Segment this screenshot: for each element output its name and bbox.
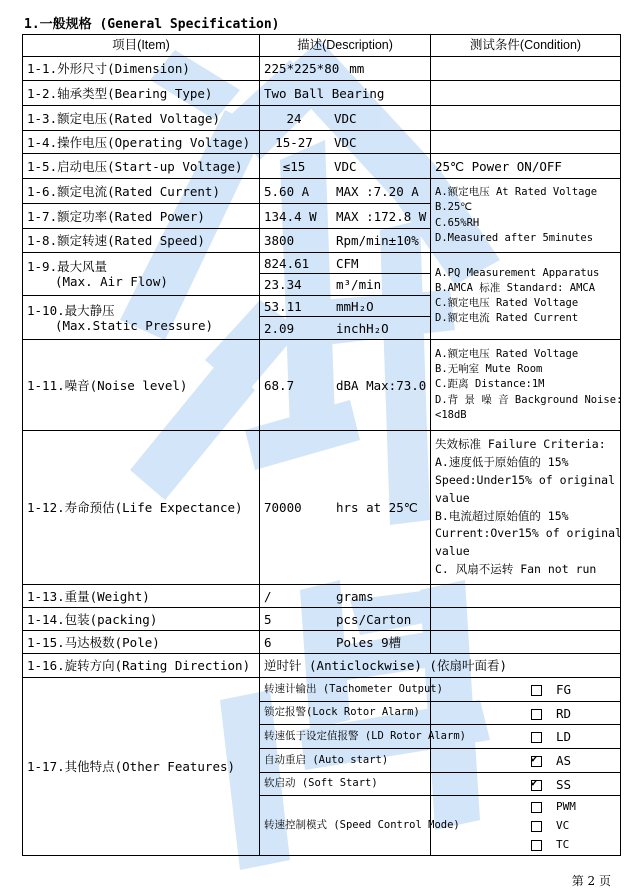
cond-cell: [431, 131, 621, 154]
header-condition: 测试条件(Condition): [431, 35, 621, 57]
desc-cell: 23.34 m³/min: [260, 274, 431, 296]
cond-line: B.无响室 Mute Room: [435, 363, 543, 376]
desc-cell: 15-27 VDC: [260, 131, 431, 154]
desc-cell: 3800 Rpm/min±10%: [260, 229, 431, 253]
cond-line: C.距离 Distance:1M: [435, 378, 545, 391]
desc-cell: 2.09 inchH₂O: [260, 317, 431, 340]
table-row: [23, 253, 621, 274]
checkbox-pwm[interactable]: [531, 802, 542, 813]
feature-label: 锁定报警(Lock Rotor Alarm): [260, 702, 431, 725]
item-cell: 1-6.额定电流(Rated Current): [23, 179, 260, 204]
cond-line: D.背 景 噪 音 Background Noise:: [435, 393, 623, 406]
item-cell: 1-1.外形尺寸(Dimension): [23, 57, 260, 81]
table-row: [23, 340, 621, 431]
cond-cell-rated: [431, 179, 621, 253]
table-row: [23, 608, 621, 631]
cond-cell: [431, 585, 621, 608]
feature-row: [23, 678, 621, 702]
cond-cell: [431, 106, 621, 131]
item-cell: 1-5.启动电压(Start-up Voltage): [23, 154, 260, 179]
table-row: [23, 57, 621, 81]
cond-line: A.额定电压 Rated Voltage: [435, 347, 579, 360]
feature-label: 转速计输出 (Tachometer Output): [260, 678, 431, 702]
item-cell-features: 1-17.其他特点(Other Features): [23, 678, 260, 856]
checkbox-ss[interactable]: [531, 780, 542, 791]
spec-table: [22, 34, 621, 856]
table-row: [23, 131, 621, 154]
feature-option: RD: [431, 702, 621, 725]
table-header-row: [23, 35, 621, 57]
item-cell: 1-12.寿命预估(Life Expectance): [23, 431, 260, 585]
desc-cell: 824.61 CFM: [260, 253, 431, 274]
feature-option: ✔ SS: [431, 773, 621, 796]
item-cell: 1-3.额定电压(Rated Voltage): [23, 106, 260, 131]
desc-cell: 24 VDC: [260, 106, 431, 131]
item-cell: 1-7.额定功率(Rated Power): [23, 204, 260, 229]
cond-line: B.AMCA 标准 Standard: AMCA: [435, 281, 596, 294]
item-cell: 1-14.包装(packing): [23, 608, 260, 631]
checkbox-rd[interactable]: [531, 709, 542, 720]
table-row: [23, 179, 621, 204]
cond-line: C. 风扇不运转 Fan not run: [435, 561, 597, 576]
desc-cell: 225*225*80 mm: [260, 57, 431, 81]
header-item: 项目(Item): [23, 35, 260, 57]
feature-label: 软启动 (Soft Start): [260, 773, 431, 796]
checkbox-tc[interactable]: [531, 840, 542, 851]
cond-cell: 25℃ Power ON/OFF: [431, 154, 621, 179]
cond-cell: [431, 608, 621, 631]
cond-line: A.速度低于原始值的 15%: [435, 455, 569, 470]
page-number: 第 2 页: [571, 874, 611, 888]
desc-cell: 逆时针 (Anticlockwise) (依扇叶面看): [260, 654, 621, 678]
desc-cell: 70000 hrs at 25℃: [260, 431, 431, 585]
cond-line: B.电流超过原始值的 15%: [435, 508, 569, 523]
item-cell: 1-13.重量(Weight): [23, 585, 260, 608]
cond-cell-life: [431, 431, 621, 585]
cond-line: value: [435, 490, 470, 505]
table-row: [23, 106, 621, 131]
desc-cell: 68.7 dBA Max:73.0: [260, 340, 431, 431]
feature-label: 自动重启 (Auto start): [260, 749, 431, 773]
item-cell: 1-8.额定转速(Rated Speed): [23, 229, 260, 253]
item-cell: 1-11.噪音(Noise level): [23, 340, 260, 431]
desc-cell: / grams: [260, 585, 431, 608]
item-cell: 1-2.轴承类型(Bearing Type): [23, 81, 260, 106]
feature-option: FG: [431, 678, 621, 702]
desc-cell: 53.11 mmH₂O: [260, 296, 431, 317]
feature-option: ✔ AS: [431, 749, 621, 773]
cond-line: <18dB: [435, 408, 467, 421]
cond-line: A.PQ Measurement Apparatus: [435, 266, 600, 279]
item-cell: 1-4.操作电压(Operating Voltage): [23, 131, 260, 154]
cond-cell-pq: [431, 253, 621, 340]
cond-cell: [431, 81, 621, 106]
desc-cell: 5.60 A MAX :7.20 A: [260, 179, 431, 204]
table-row: [23, 585, 621, 608]
table-row: [23, 654, 621, 678]
cond-line: B.25℃: [435, 201, 473, 214]
item-cell: 1-10.最大静压 (Max.Static Pressure): [23, 296, 260, 340]
cond-line: 失效标准 Failure Criteria:: [435, 437, 606, 452]
section-title: 1.一般规格 (General Specification): [24, 17, 280, 32]
desc-cell: 5 pcs/Carton: [260, 608, 431, 631]
item-cell: 1-15.马达极数(Pole): [23, 631, 260, 654]
cond-line: A.额定电压 At Rated Voltage: [435, 186, 598, 199]
cond-line: C.额定电压 Rated Voltage: [435, 297, 579, 309]
table-row: [23, 631, 621, 654]
header-description: 描述(Description): [260, 35, 431, 57]
checkbox-as[interactable]: [531, 756, 542, 767]
cond-line: value: [435, 544, 470, 559]
cond-cell: [431, 57, 621, 81]
table-row: [23, 431, 621, 585]
checkbox-ld[interactable]: [531, 732, 542, 743]
desc-cell: 134.4 W MAX :172.8 W: [260, 204, 431, 229]
desc-cell: ≤15 VDC: [260, 154, 431, 179]
table-row: [23, 81, 621, 106]
item-cell: 1-16.旋转方向(Rating Direction): [23, 654, 260, 678]
cond-line: Current:Over15% of original: [435, 526, 622, 541]
cond-line: D.额定电流 Rated Current: [435, 312, 579, 325]
checkbox-vc[interactable]: [531, 821, 542, 832]
cond-line: D.Measured after 5minutes: [435, 231, 594, 244]
feature-option: LD: [431, 725, 621, 749]
feature-label: 转速控制模式 (Speed Control Mode): [260, 796, 431, 856]
item-cell: 1-9.最大风量 (Max. Air Flow): [23, 253, 260, 296]
table-row: [23, 154, 621, 179]
cond-cell-noise: [431, 340, 621, 431]
feature-options: PWM VC TC: [431, 796, 621, 856]
cond-line: C.65%RH: [435, 216, 480, 229]
desc-cell: 6 Poles 9槽: [260, 631, 431, 654]
cond-line: Speed:Under15% of original: [435, 472, 616, 487]
desc-cell: Two Ball Bearing: [260, 81, 431, 106]
cond-cell: [431, 631, 621, 654]
checkbox-fg[interactable]: [531, 685, 542, 696]
feature-label: 转速低于设定值报警 (LD Rotor Alarm): [260, 725, 431, 749]
